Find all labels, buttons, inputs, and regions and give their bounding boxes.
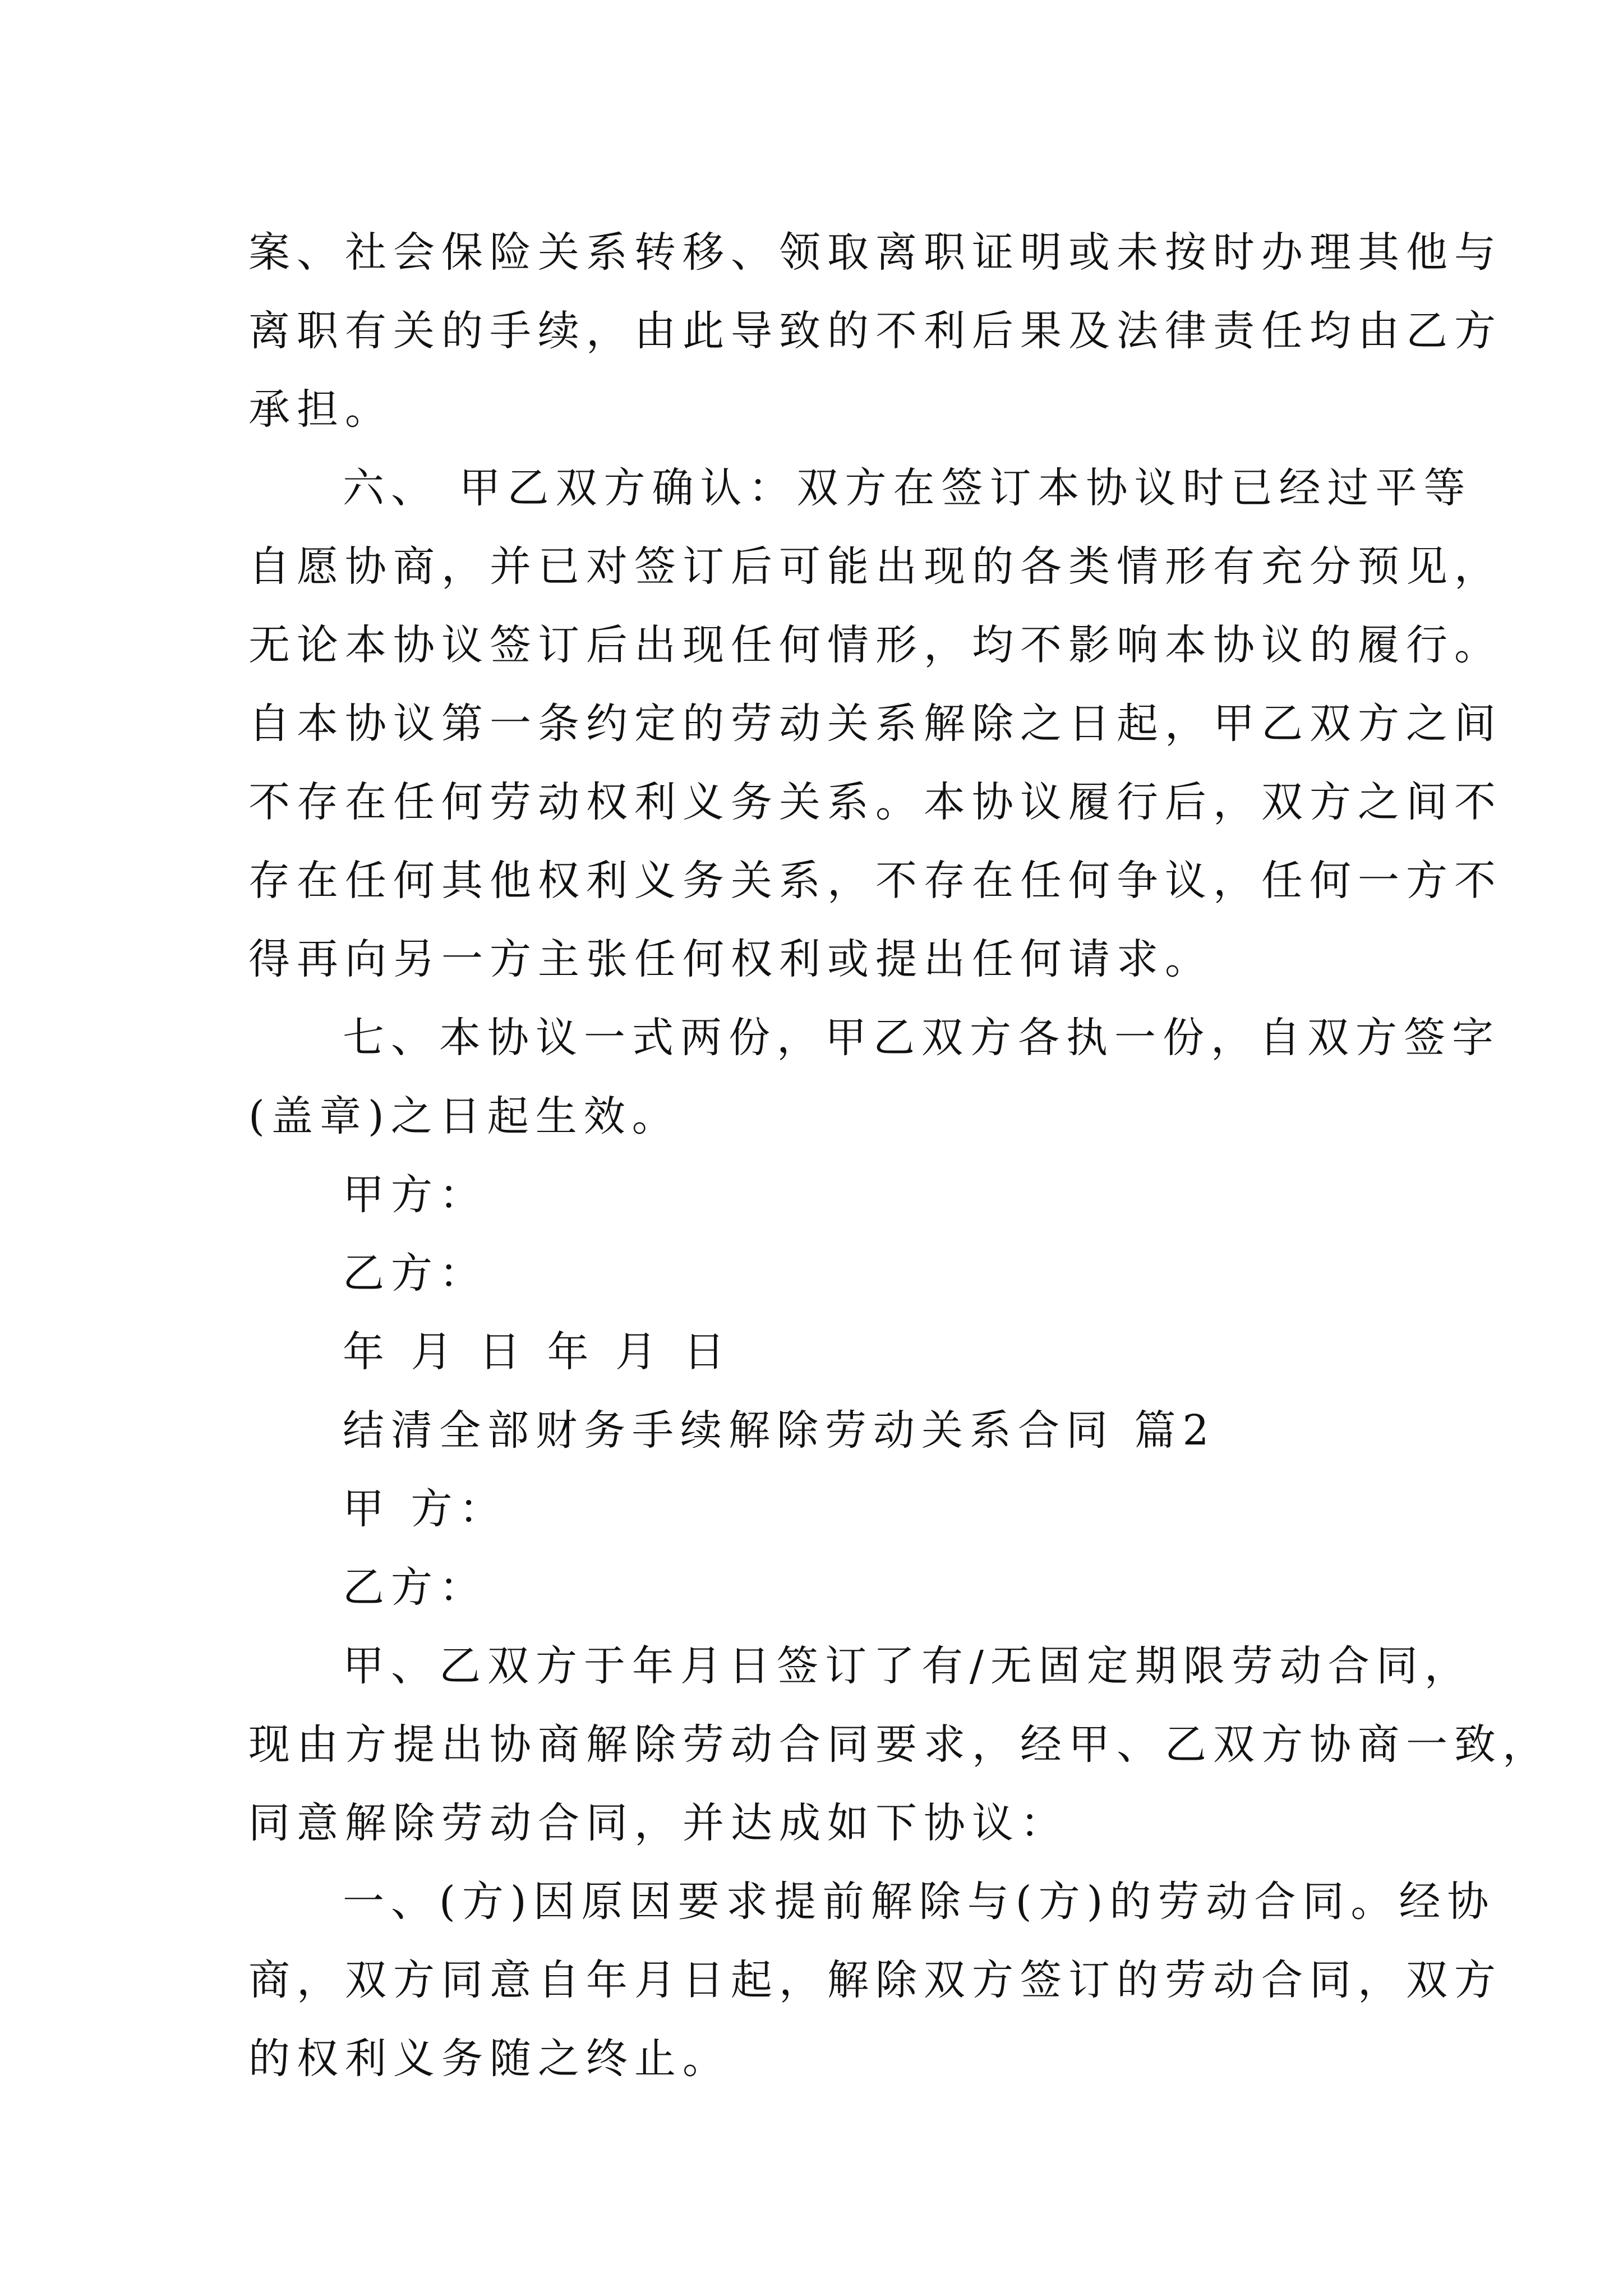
text-line: (盖章)之日起生效。 <box>248 1092 680 1140</box>
text-line: 不存在任何劳动权利义务关系。本协议履行后，双方之间不 <box>248 778 1502 826</box>
text-line: 案、社会保险关系转移、领取离职证明或未按时办理其他与 <box>248 228 1502 277</box>
text-line: 同意解除劳动合同，并达成如下协议： <box>248 1799 1068 1847</box>
text-line: 自愿协商，并已对签订后可能出现的各类情形有充分预见， <box>248 542 1502 591</box>
text-line: 存在任何其他权利义务关系，不存在任何争议，任何一方不 <box>248 857 1502 905</box>
text-line: 的权利义务随之终止。 <box>248 2035 731 2083</box>
text-line: 自本协议第一条约定的劳动关系解除之日起，甲乙双方之间 <box>248 700 1502 748</box>
clause-one-start: 一、(方)因原因要求提前解除与(方)的劳动合同。经协 <box>343 1878 1496 1926</box>
clause-six-start: 六、 甲乙双方确认：双方在签订本协议时已经过平等 <box>343 464 1472 512</box>
text-line: 无论本协议签订后出现任何情形，均不影响本协议的履行。 <box>248 621 1502 669</box>
party-b-label: 乙方： <box>343 1249 487 1297</box>
text-line: 商，双方同意自年月日起，解除双方签订的劳动合同，双方 <box>248 1956 1502 2004</box>
section-title: 结清全部财务手续解除劳动关系合同 篇2 <box>343 1406 1216 1455</box>
document-body <box>248 213 1551 2098</box>
text-line: 得再向另一方主张任何权利或提出任何请求。 <box>248 935 1213 983</box>
text-line: 离职有关的手续，由此导致的不利后果及法律责任均由乙方 <box>248 307 1502 355</box>
text-line: 现由方提出协商解除劳动合同要求，经甲、乙双方协商一致， <box>248 1720 1551 1769</box>
clause-seven-start: 七、本协议一式两份，甲乙双方各执一份，自双方签字 <box>343 1014 1500 1062</box>
party-b-label-2: 乙方： <box>343 1563 487 1612</box>
date-line: 年 月 日 年 月 日 <box>343 1328 732 1376</box>
party-a-label-2: 甲 方： <box>343 1485 508 1533</box>
preamble-start: 甲、乙双方于年月日签订了有/无固定期限劳动合同， <box>343 1642 1473 1690</box>
text-line: 承担。 <box>248 385 393 434</box>
party-a-label: 甲方： <box>343 1171 487 1219</box>
